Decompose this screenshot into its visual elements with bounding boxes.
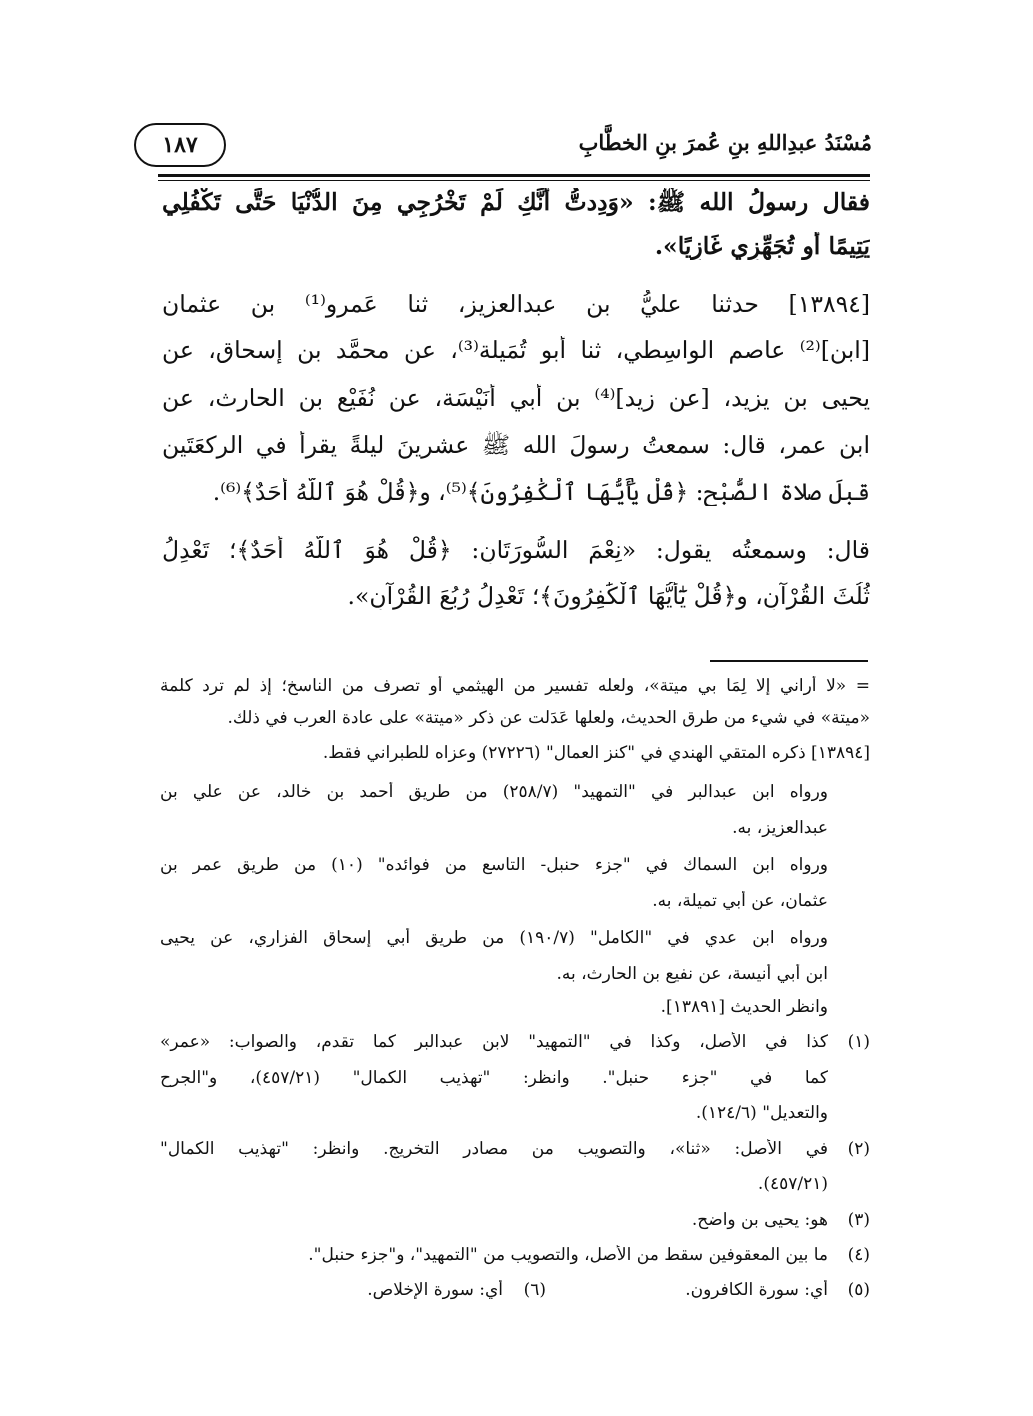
main-line-5: يحيى بن يزيد، [عن زيد]⁽⁴⁾ بن أبي أُنَيْسَة، عن نُفَيْع بن الحارث، عن (162, 384, 870, 412)
main-line-2: يَتِيمًا أو تُجَهِّزِي غَازِيًا». (654, 232, 870, 260)
footnote-number-3: (٣) (847, 1210, 870, 1230)
page-number: ١٨٧ (134, 123, 226, 167)
footnote-separator (710, 660, 868, 662)
footnote-takhrij-3: عبدالعزيز، به. (732, 818, 828, 838)
footnote-1-line-2: كما في "جزء حنبل". وانظر: "تهذيب الكمال" (٤٥٧/٢١)، و"الجرح (160, 1068, 828, 1088)
main-line-7: قبلَ صلاة الصُّبْح: ﴿قُلْ يَٰٓأَيُّهَا ٱلْكَٰفِرُونَ﴾⁽⁵⁾، و﴿قُلْ هُوَ ٱللَّهُ أَحَدٌ﴾⁽⁶⁾. (212, 478, 870, 506)
footnote-number-1: (١) (847, 1032, 870, 1052)
running-title: مُسْنَدُ عبدِاللهِ بنِ عُمرَ بنِ الخطَّابِ (578, 130, 872, 155)
footnote-number-2: (٢) (847, 1139, 870, 1159)
footnote-6: أي: سورة الإخلاص. (367, 1280, 503, 1300)
main-line-6: ابن عمر، قال: سمعتُ رسولَ الله ﷺ عشرينَ ليلةً يقرأ في الركعَتَين (162, 431, 870, 459)
footnote-continuation-2: «ميتة» في شيء من طرق الحديث، ولعلها عَدَلت عن ذكر «ميتة» على عادة العرب في ذلك. (227, 708, 870, 728)
footnote-takhrij-2: ورواه ابن عبدالبر في "التمهيد" (٢٥٨/٧) من طريق أحمد بن خالد، عن علي بن (160, 782, 828, 802)
header-rule-thin (158, 180, 870, 181)
footnote-1-line-1: كذا في الأصل، وكذا في "التمهيد" لابن عبدالبر كما تقدم، والصواب: «عمر» (160, 1032, 828, 1052)
footnote-2-line-1: في الأصل: «ثنا»، والتصويب من مصادر التخريج. وانظر: "تهذيب الكمال" (160, 1139, 828, 1159)
footnote-takhrij-4: ورواه ابن السماك في "جزء حنبل- التاسع من فوائده" (١٠) من طريق عمر بن (160, 855, 828, 875)
footnote-takhrij-1: [١٣٨٩٤] ذكره المتقي الهندي في "كنز العمال" (٢٧٢٢٦) وعزاه للطبراني فقط. (322, 743, 870, 763)
footnote-3: هو: يحيى بن واضح. (691, 1210, 828, 1230)
main-line-9: ثُلُثَ القُرْآنِ، و﴿قُلْ يَٰٓأَيُّهَا ٱلْكَٰفِرُونَ﴾؛ تَعْدِلُ رُبُعَ القُرْآنِ». (347, 582, 870, 610)
header-rule-thick (158, 174, 870, 177)
footnote-5: أي: سورة الكافرون. (685, 1280, 828, 1300)
footnote-takhrij-7: ابن أبي أنيسة، عن نفيع بن الحارث، به. (556, 964, 828, 984)
main-line-1: فقال رسولُ الله ﷺ: «وَدِدتُّ أَنَّكِ لَمْ تَخْرُجِي مِنَ الدُّنْيَا حَتَّى تَكْفُلِي (162, 188, 870, 216)
footnote-number-5: (٥) (847, 1280, 870, 1300)
footnote-1-line-3: والتعديل" (١٢٤/٦). (695, 1103, 828, 1123)
footnote-2-line-2: (٤٥٧/٢١). (757, 1174, 828, 1194)
footnote-4: ما بين المعقوفين سقط من الأصل، والتصويب من "التمهيد"، و"جزء حنبل". (308, 1245, 828, 1265)
footnote-takhrij-8: وانظر الحديث [١٣٨٩١]. (660, 997, 828, 1017)
footnote-takhrij-5: عثمان، عن أبي تميلة، به. (652, 891, 828, 911)
footnote-number-6: (٦) (523, 1280, 546, 1300)
main-line-8: قال: وسمعتُه يقول: «نِعْمَ السُّورَتَانِ: ﴿قُلْ هُوَ ٱللَّهُ أَحَدٌ﴾؛ تَعْدِلُ (162, 536, 870, 564)
footnote-continuation-1: = «لا أراني إلا لِمَا بي ميتة»، ولعله تفسير من الهيثمي أو تصرف من الناسخ؛ إذ لم ترد كلمة (160, 676, 870, 696)
main-line-4: [ابن]⁽²⁾ عاصم الواسِطي، ثنا أبو تُمَيلة⁽³⁾، عن محمَّد بن إسحاق، عن (162, 336, 870, 364)
footnote-number-4: (٤) (847, 1245, 870, 1265)
main-line-3: [١٣٨٩٤] حدثنا عليُّ بن عبدالعزيز، ثنا عَمرو⁽¹⁾ بن عثمان (162, 290, 870, 318)
footnote-takhrij-6: ورواه ابن عدي في "الكامل" (١٩٠/٧) من طريق أبي إسحاق الفزاري، عن يحيى (160, 928, 828, 948)
